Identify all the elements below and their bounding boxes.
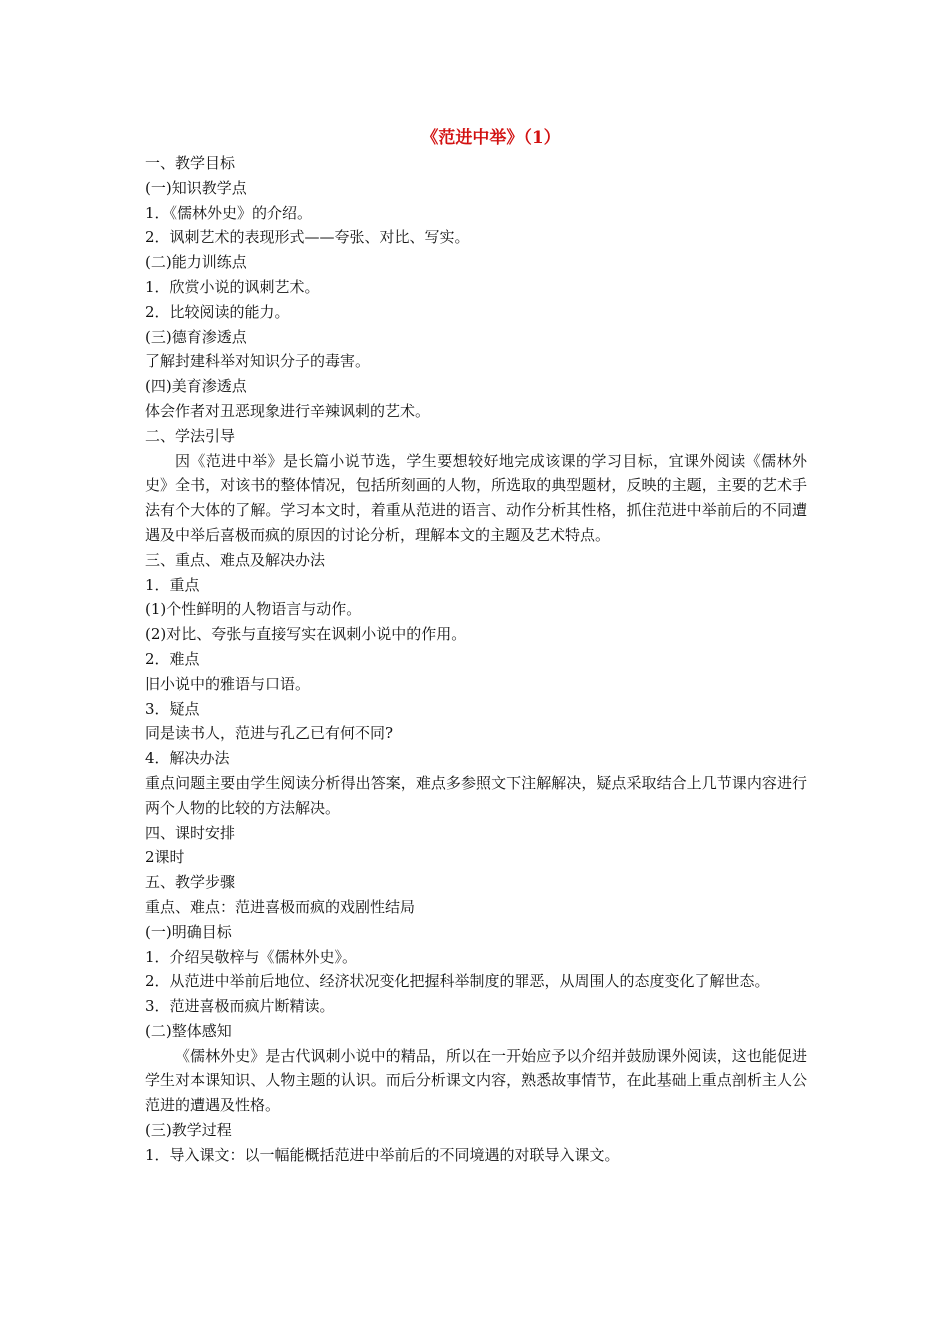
section-heading: 四、课时安排 [145, 823, 236, 842]
subsection-heading: (三)德育渗透点 [145, 327, 247, 346]
text-line: 1．欣赏小说的讽刺艺术。 [145, 277, 320, 296]
text-line: 2课时 [145, 848, 185, 867]
text-line: 1．《儒林外史》的介绍。 [145, 203, 313, 222]
subsection-heading: (二)整体感知 [145, 1021, 232, 1040]
section-heading: 三、重点、难点及解决办法 [145, 550, 326, 569]
text-line: 2．难点 [145, 649, 200, 668]
subsection-heading: (一)明确目标 [145, 922, 232, 941]
subsection-heading: (一)知识教学点 [145, 178, 247, 197]
text-line: 2．讽刺艺术的表现形式——夸张、对比、写实。 [145, 228, 470, 247]
text-line: 1．介绍吴敬梓与《儒林外史》。 [145, 947, 358, 966]
text-line: 了解封建科举对知识分子的毒害。 [145, 352, 371, 371]
text-line: 4．解决办法 [145, 749, 230, 768]
subsection-heading: (二)能力训练点 [145, 253, 247, 272]
text-line: 2．比较阅读的能力。 [145, 302, 290, 321]
text-line: 3．范进喜极而疯片断精读。 [145, 997, 335, 1016]
subsection-heading: (四)美育渗透点 [145, 377, 247, 396]
paragraph: 重点问题主要由学生阅读分析得出答案，难点多参照文下注解解决，疑点采取结合上几节课内容进行两个人物的比较的方法解决。 [145, 773, 807, 817]
paragraph: 2．从范进中举前后地位、经济状况变化把握科举制度的罪恶，从周围人的态度变化了解世态。 [145, 972, 770, 991]
section-heading: 五、教学步骤 [145, 873, 236, 892]
section-heading: 一、教学目标 [145, 154, 236, 172]
text-line: 体会作者对丑恶现象进行辛辣讽刺的艺术。 [145, 401, 431, 420]
subsection-heading: (三)教学过程 [145, 1121, 232, 1140]
text-line: (1)个性鲜明的人物语言与动作。 [145, 600, 362, 619]
paragraph: 《儒林外史》是古代讽刺小说中的精品，所以在一开始应予以介绍并鼓励课外阅读，这也能促进学生对本课知识、人物主题的认识。而后分析课文内容，熟悉故事情节，在此基础上重点剖析主人公范进的遭遇及性格。 [145, 1046, 807, 1115]
text-line: 旧小说中的雅语与口语。 [145, 674, 311, 693]
document-page [145, 125, 807, 1168]
text-line: (2)对比、夸张与直接写实在讽刺小说中的作用。 [145, 625, 467, 644]
document-title: 《范进中举》（1） [421, 128, 561, 148]
paragraph: 因《范进中举》是长篇小说节选，学生要想较好地完成该课的学习目标，宜课外阅读《儒林外史》全书，对该书的整体情况，包括所刻画的人物，所选取的典型题材，反映的主题，主要的艺术手法有个大体的了解。学习本文时，着重从范进的语言、动作分析其性格，抓住范进中举前后的不同遭遇及中举后喜极而疯的原因的讨论分析，理解本文的主题及艺术特点。 [145, 451, 807, 544]
section-heading: 二、学法引导 [145, 426, 236, 445]
text-line: 同是读书人，范进与孔乙已有何不同? [145, 724, 394, 743]
text-line: 1．导入课文：以一幅能概括范进中举前后的不同境遇的对联导入课文。 [145, 1145, 620, 1164]
text-line: 重点、难点：范进喜极而疯的戏剧性结局 [145, 897, 416, 916]
text-line: 3．疑点 [145, 699, 200, 718]
text-line: 1．重点 [145, 575, 200, 594]
